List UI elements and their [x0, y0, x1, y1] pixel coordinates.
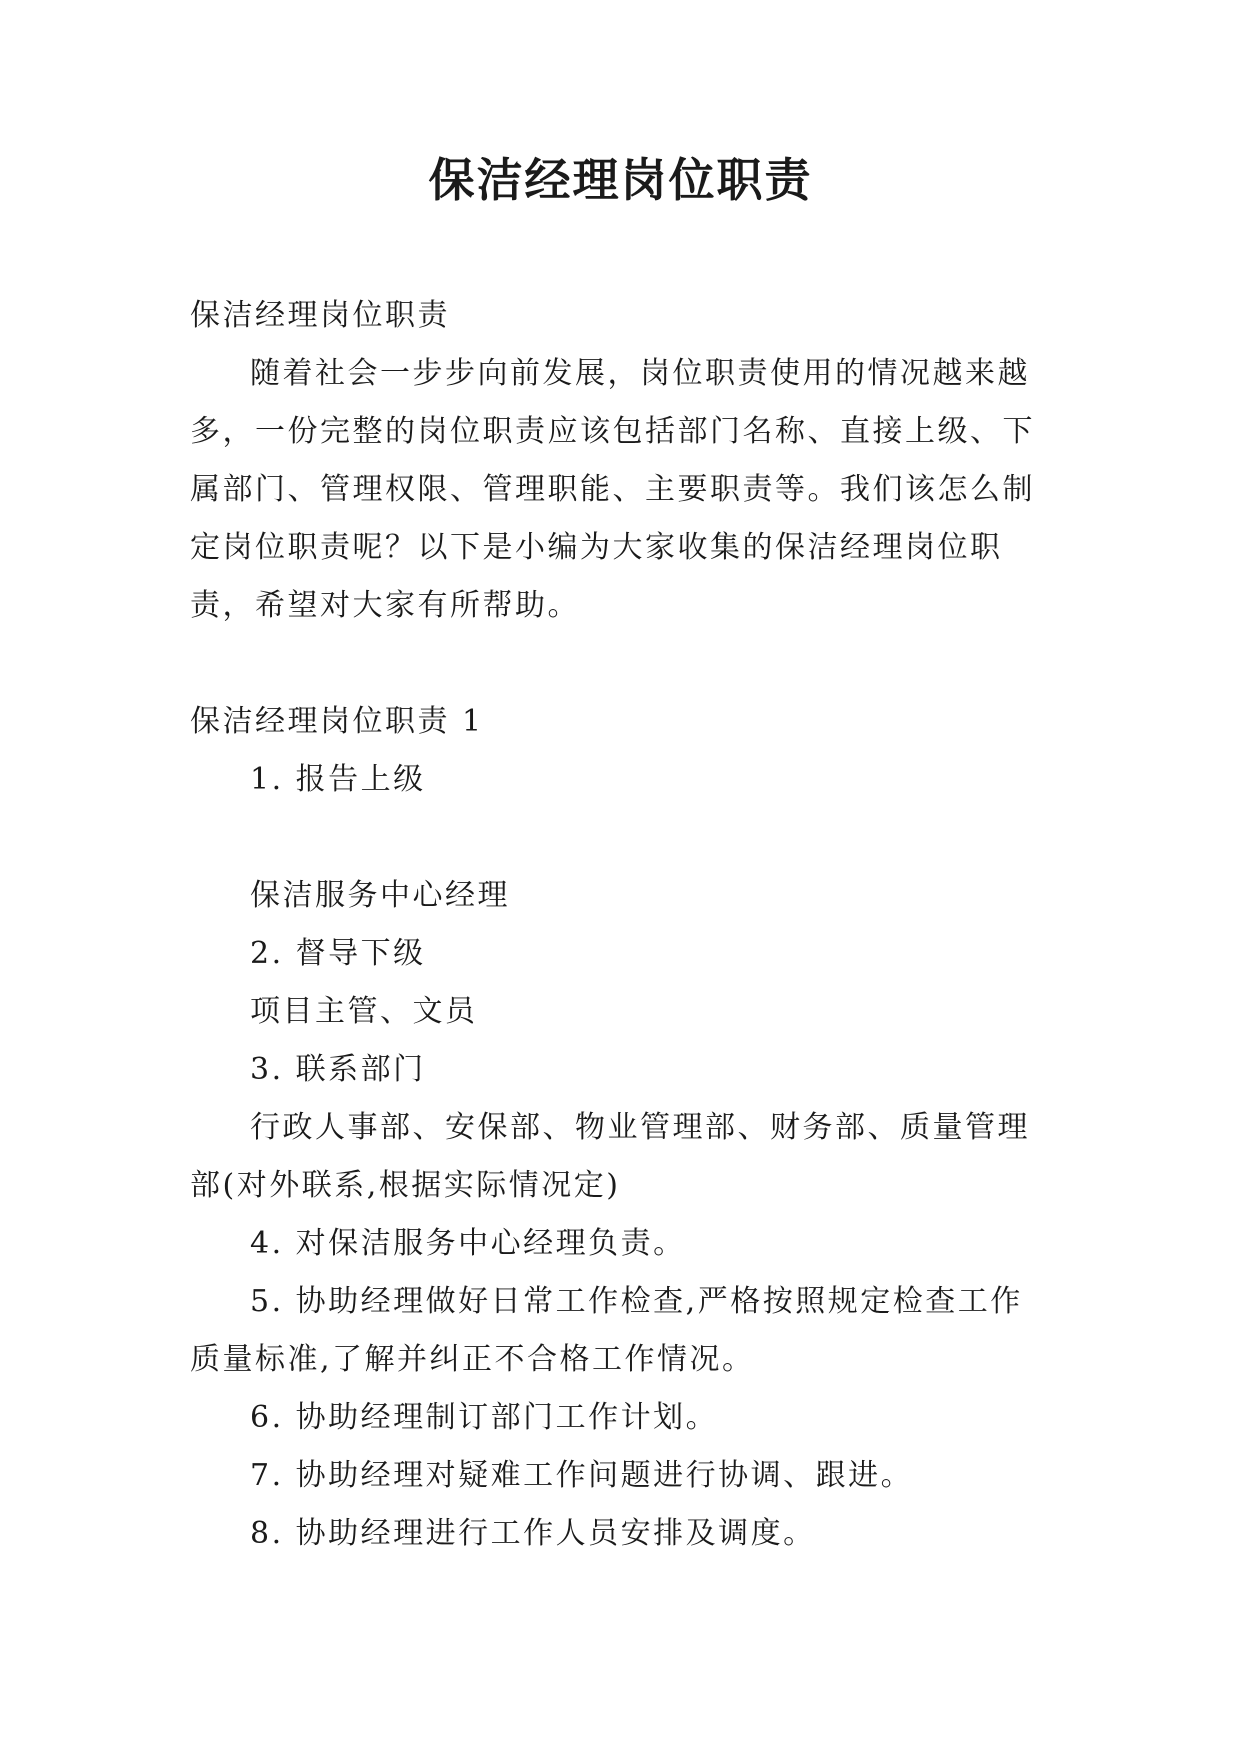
- list-item: 7. 协助经理对疑难工作问题进行协调、跟进。: [250, 1458, 914, 1493]
- document-title: 保洁经理岗位职责: [428, 153, 813, 207]
- list-item: 8. 协助经理进行工作人员安排及调度。: [250, 1516, 816, 1551]
- subtitle: 保洁经理岗位职责: [190, 298, 450, 333]
- list-item: 2. 督导下级: [250, 936, 426, 971]
- list-item: 行政人事部、安保部、物业管理部、财务部、质量管理部(对外联系,根据实际情况定): [190, 1110, 1030, 1203]
- list-item: 保洁服务中心经理: [250, 878, 510, 913]
- list-item: 1. 报告上级: [250, 762, 426, 797]
- list-item: 6. 协助经理制订部门工作计划。: [250, 1400, 719, 1435]
- list-item: 项目主管、文员: [250, 994, 478, 1029]
- intro-paragraph: 随着社会一步步向前发展，岗位职责使用的情况越来越多，一份完整的岗位职责应该包括部门名称、直接上级、下属部门、管理权限、管理职能、主要职责等。我们该怎么制定岗位职责呢？以下是小编为大家收集的保洁经理岗位职责，希望对大家有所帮助。: [190, 356, 1035, 623]
- spacer: [190, 635, 1050, 693]
- section-heading: 保洁经理岗位职责 1: [190, 704, 484, 739]
- document-body: [190, 287, 1050, 1563]
- list-item: 4. 对保洁服务中心经理负责。: [250, 1226, 686, 1261]
- list-item: 3. 联系部门: [250, 1052, 426, 1087]
- spacer: [190, 809, 1050, 867]
- list-item: 5. 协助经理做好日常工作检查,严格按照规定检查工作质量标准,了解并纠正不合格工作情况。: [190, 1284, 1023, 1377]
